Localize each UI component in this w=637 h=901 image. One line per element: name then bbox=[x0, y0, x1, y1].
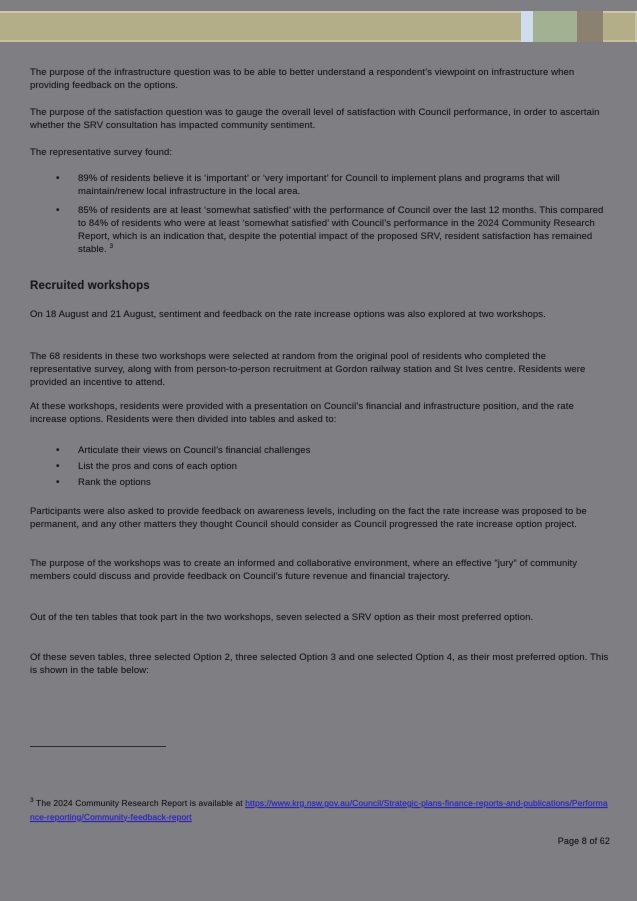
workshop-tasks-list bbox=[30, 444, 610, 489]
paragraph-options-result: Of these seven tables, three selected Option 2, three selected Option 3 and one selected Option 4, as their most preferred option. This is shown in the table below: bbox=[30, 652, 609, 676]
list-item bbox=[78, 172, 610, 198]
footnote-separator bbox=[30, 746, 166, 747]
list-item bbox=[78, 476, 610, 489]
paragraph-tables-result: Out of the ten tables that took part in the two workshops, seven selected a SRV option as their most preferred option. bbox=[30, 612, 534, 623]
list-item bbox=[78, 204, 610, 256]
list-item-text: 85% of residents are at least ‘somewhat satisfied’ with the performance of Council over the last 12 months. This compared to 84% of residents who were at least ‘somewhat satisfied’ with Council’s performance in the 2024 Community Research Report, which is an indication that, despite the potential impact of the proposed SRV, resident satisfaction has remained stable. bbox=[78, 205, 604, 255]
paragraph-residents-selection: The 68 residents in these two workshops were selected at random from the original pool of residents who completed the representative survey, along with from person-to-person recruitment at Gordon railway station and St Ives centre. Residents were provided an incentive to attend. bbox=[30, 351, 586, 388]
list-item bbox=[78, 444, 610, 457]
footnote-text: The 2024 Community Research Report is available at bbox=[33, 798, 246, 808]
survey-findings-list bbox=[30, 172, 610, 256]
list-item bbox=[78, 460, 610, 473]
paragraph-satisfaction-purpose: The purpose of the satisfaction question was to gauge the overall level of satisfaction with Council performance, in order to ascertain whether the SRV consultation has impacted community sentiment. bbox=[30, 107, 600, 131]
paragraph-survey-found: The representative survey found: bbox=[30, 147, 173, 158]
paragraph-workshops-dates: On 18 August and 21 August, sentiment and feedback on the rate increase options was also explored at two workshops. bbox=[30, 309, 546, 320]
list-item-text: 89% of residents believe it is ‘important’ or ‘very important’ for Council to implement plans and programs that will maintain/renew local infrastructure in the local area. bbox=[78, 173, 560, 197]
paragraph-workshops-purpose: The purpose of the workshops was to create an informed and collaborative environment, where an effective “jury” of community members could discuss and provide feedback on Council’s future revenue and financial trajectory. bbox=[30, 558, 578, 582]
list-item-text: Rank the options bbox=[78, 477, 151, 488]
footnote-link[interactable]: https://www.krg.nsw.gov.au/Council/Strategic-plans-finance-reports-and-publications/Performance-reporting/Community-feedback-report bbox=[30, 798, 608, 822]
section-heading-recruited-workshops: Recruited workshops bbox=[30, 280, 150, 292]
list-item-text: List the pros and cons of each option bbox=[78, 461, 237, 472]
footnote-marker: 3 bbox=[30, 797, 34, 805]
page-number: Page 8 of 62 bbox=[557, 836, 610, 846]
footnote bbox=[30, 797, 610, 824]
list-item-text: Articulate their views on Council’s financial challenges bbox=[78, 445, 311, 456]
paragraph-infrastructure-purpose: The purpose of the infrastructure question was to be able to better understand a respondent’s viewpoint on infrastructure when providing feedback on the options. bbox=[30, 67, 575, 91]
paragraph-participants-feedback: Participants were also asked to provide feedback on awareness levels, including on the fact the rate increase was proposed to be permanent, and any other matters they thought Council should consider as Council progressed the rate increase option project. bbox=[30, 506, 587, 530]
footnote-ref: 3 bbox=[109, 242, 114, 250]
paragraph-workshops-format: At these workshops, residents were provided with a presentation on Council’s financial and infrastructure position, and the rate increase options. Residents were then divided into tables and asked to: bbox=[30, 401, 574, 425]
